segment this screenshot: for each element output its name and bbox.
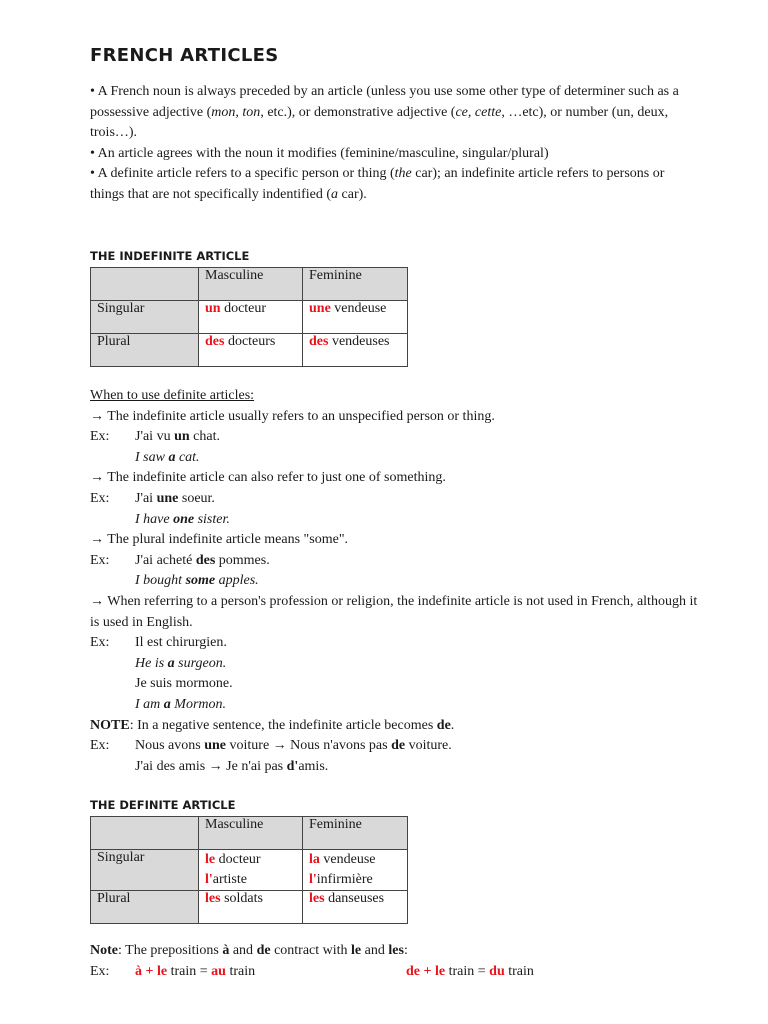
table-row bbox=[91, 891, 408, 924]
contraction-du: de + le train = du train bbox=[406, 963, 534, 979]
table-corner-cell bbox=[91, 268, 199, 301]
contraction-au: à + le train = au train bbox=[135, 963, 256, 979]
column-header-masculine: Masculine bbox=[199, 268, 303, 301]
table-cell: le docteur l'artiste bbox=[199, 850, 303, 891]
example-translation: I have one sister. bbox=[135, 511, 230, 527]
negative-note: NOTE: In a negative sentence, the indefinite article becomes de. bbox=[90, 717, 455, 733]
table-row bbox=[91, 850, 408, 891]
intro-bullet-3: • A definite article refers to a specific person or thing (the car); an indefinite article refers to persons or things that are not specifically indentified (a car). bbox=[90, 166, 665, 202]
example-line: Je suis mormone. bbox=[135, 676, 233, 692]
usage-examples bbox=[90, 386, 710, 777]
page-title: FRENCH ARTICLES bbox=[90, 45, 279, 66]
indefinite-article-table bbox=[90, 267, 408, 367]
intro-bullet-2: • An article agrees with the noun it modifies (feminine/masculine, singular/plural) bbox=[90, 145, 549, 161]
example-line: Ex: J'ai une soeur. bbox=[90, 490, 215, 506]
usage-heading: When to use definite articles: bbox=[90, 388, 255, 403]
usage-rule: → The plural indefinite article means "some". bbox=[90, 532, 349, 548]
contraction-note bbox=[90, 941, 710, 982]
example-line: J'ai des amis → Je n'ai pas d'amis. bbox=[135, 758, 329, 774]
usage-rule: → The indefinite article can also refer to just one of something. bbox=[90, 470, 446, 486]
usage-rule: → The indefinite article usually refers to an unspecified person or thing. bbox=[90, 408, 495, 424]
table-cell: la vendeuse l'infirmière bbox=[303, 850, 408, 891]
row-label-singular: Singular bbox=[91, 301, 199, 334]
row-label-plural: Plural bbox=[91, 334, 199, 367]
table-cell: des vendeuses bbox=[303, 334, 408, 367]
contraction-examples: Ex: à + le train = au train de + le train = du train bbox=[90, 962, 710, 983]
intro-bullets bbox=[90, 82, 690, 206]
example-translation: He is a surgeon. bbox=[135, 655, 227, 671]
table-cell: une vendeuse bbox=[303, 301, 408, 334]
table-corner-cell bbox=[91, 817, 199, 850]
intro-bullet-1: • A French noun is always preceded by an article (unless you use some other type of determiner such as a possessive adjective (mon, ton, etc.), or demonstrative adjective (ce, cette, …etc), or number (un, deux, trois…). bbox=[90, 84, 679, 141]
definite-article-table bbox=[90, 816, 408, 924]
usage-rule: → When referring to a person's profession or religion, the indefinite article is not used in French, although it is used in English. bbox=[90, 593, 698, 630]
row-label-singular: Singular bbox=[91, 850, 199, 891]
example-translation: I saw a cat. bbox=[135, 449, 200, 465]
column-header-masculine: Masculine bbox=[199, 817, 303, 850]
table-row bbox=[91, 334, 408, 367]
table-cell: des docteurs bbox=[199, 334, 303, 367]
table-header-row bbox=[91, 268, 408, 301]
contraction-rule: Note: The prepositions à and de contract with le and les: bbox=[90, 943, 408, 958]
definite-article-heading: THE DEFINITE ARTICLE bbox=[90, 798, 236, 812]
indefinite-article-heading: THE INDEFINITE ARTICLE bbox=[90, 249, 250, 263]
example-line: Ex: J'ai vu un chat. bbox=[90, 429, 220, 445]
table-header-row bbox=[91, 817, 408, 850]
example-translation: I am a Mormon. bbox=[135, 696, 227, 712]
table-cell: les soldats bbox=[199, 891, 303, 924]
column-header-feminine: Feminine bbox=[303, 817, 408, 850]
example-line: Ex: Il est chirurgien. bbox=[90, 635, 227, 651]
example-line: Ex: J'ai acheté des pommes. bbox=[90, 552, 270, 568]
row-label-plural: Plural bbox=[91, 891, 199, 924]
table-cell: les danseuses bbox=[303, 891, 408, 924]
example-line: Ex: Nous avons une voiture → Nous n'avons pas de voiture. bbox=[90, 738, 452, 754]
example-translation: I bought some apples. bbox=[135, 573, 259, 589]
table-cell: un docteur bbox=[199, 301, 303, 334]
table-row bbox=[91, 301, 408, 334]
column-header-feminine: Feminine bbox=[303, 268, 408, 301]
